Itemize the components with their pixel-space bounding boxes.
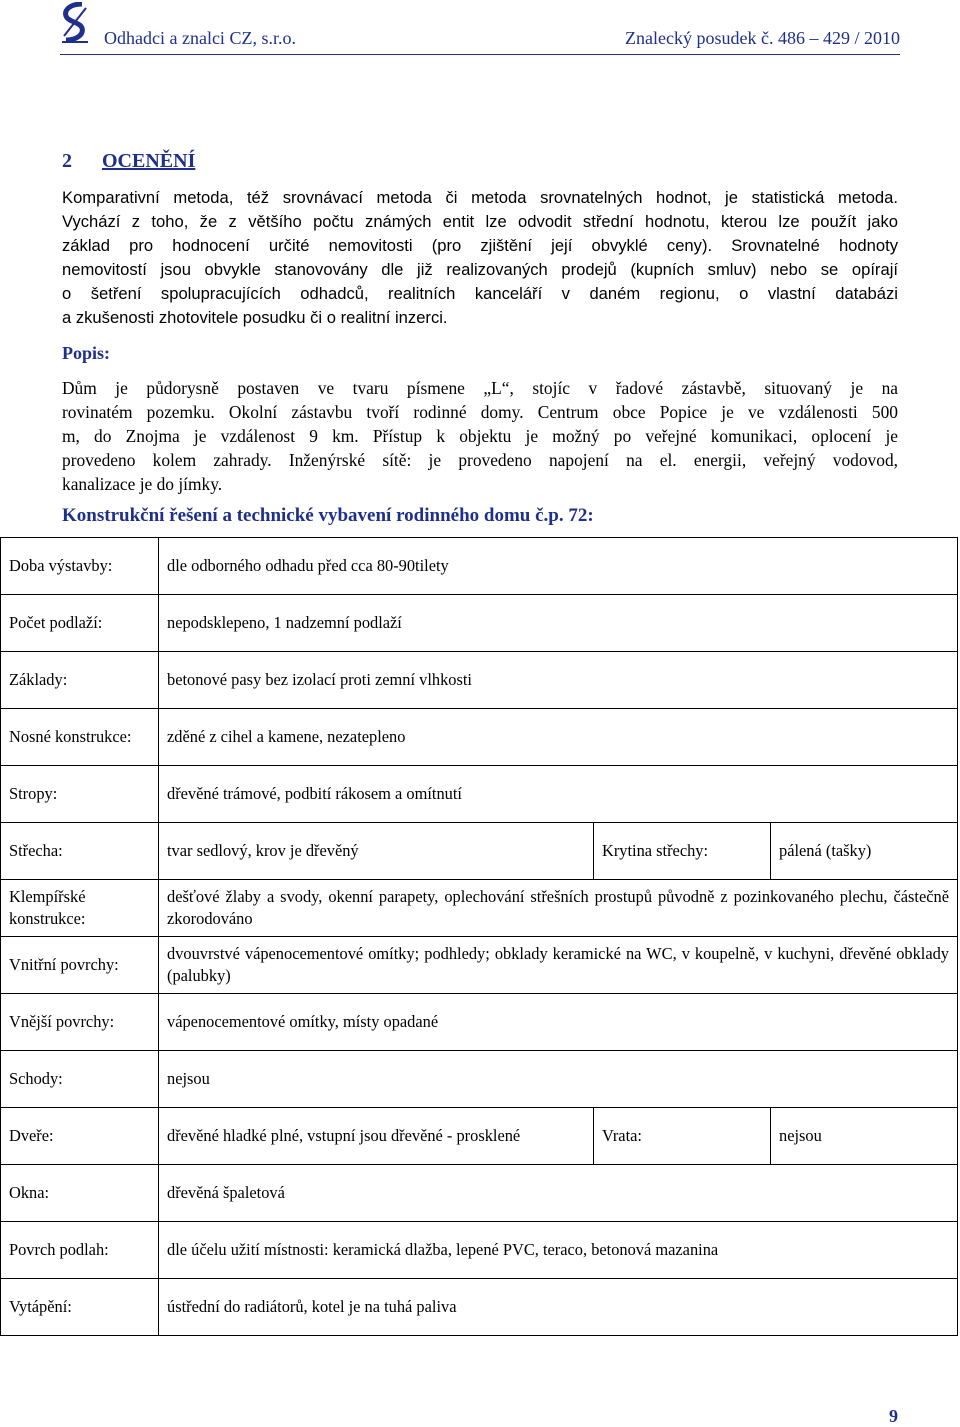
table-row <box>1 823 958 880</box>
row-value: tvar sedlový, krov je dřevěný <box>159 823 594 880</box>
section-title: OCENĚNÍ <box>102 150 196 172</box>
row-value: dle účelu užití místnosti: keramická dlažba, lepené PVC, teraco, betonová mazanina <box>159 1222 958 1279</box>
row-label: Základy: <box>1 652 159 709</box>
row-value: dřevěné hladké plné, vstupní jsou dřevěné - prosklené <box>159 1108 594 1165</box>
table-row <box>1 1165 958 1222</box>
row-label: Okna: <box>1 1165 159 1222</box>
row-label: Klempířské konstrukce: <box>1 880 159 937</box>
text-line: Dům je půdorysně postaven ve tvaru písmene „L“, stojíc v řadové zástavbě, situovaný je na <box>62 378 898 398</box>
row-label-secondary: Vrata: <box>594 1108 771 1165</box>
row-value: dvouvrstvé vápenocementové omítky; podhledy; obklady keramické na WC, v koupelně, v kuchyni, dřevěné obklady (palubky) <box>159 937 958 994</box>
row-value: dle odborného odhadu před cca 80-90tilety <box>159 538 958 595</box>
table-row <box>1 709 958 766</box>
section-heading <box>62 150 195 173</box>
text-line: o šetření spolupracujících odhadců, realitních kanceláří v daném regionu, o vlastní databázi <box>62 284 898 303</box>
row-label: Doba výstavby: <box>1 538 159 595</box>
text-line: základ pro hodnocení určité nemovitosti (pro zjištění její obvyklé ceny). Srovnatelné hodnoty <box>62 236 898 255</box>
row-label: Střecha: <box>1 823 159 880</box>
header-report-number: Znalecký posudek č. 486 – 429 / 2010 <box>625 28 900 48</box>
table-row <box>1 880 958 937</box>
table-row <box>1 766 958 823</box>
row-value: dřevěná špaletová <box>159 1165 958 1222</box>
row-label: Stropy: <box>1 766 159 823</box>
table-row <box>1 595 958 652</box>
text-line: provedeno kolem zahrady. Inženýrské sítě: je provedeno napojení na el. energii, veřejný vodovod, <box>62 450 898 470</box>
row-label: Nosné konstrukce: <box>1 709 159 766</box>
table-row <box>1 1051 958 1108</box>
table-row <box>1 1279 958 1336</box>
company-logo-icon <box>60 2 90 44</box>
row-value: ústřední do radiátorů, kotel je na tuhá paliva <box>159 1279 958 1336</box>
row-label: Dveře: <box>1 1108 159 1165</box>
row-label: Vnitřní povrchy: <box>1 937 159 994</box>
text-line: m, do Znojma je vzdálenost 9 km. Přístup k objektu je možný po veřejné komunikaci, oplocení je <box>62 426 898 446</box>
row-value-secondary: pálená (tašky) <box>771 823 958 880</box>
popis-paragraph <box>62 376 898 496</box>
header-company: Odhadci a znalci CZ, s.r.o. <box>104 28 296 48</box>
text-line: rovinatém pozemku. Okolní zástavbu tvoří rodinné domy. Centrum obce Popice je ve vzdálenosti 500 <box>62 402 898 422</box>
row-value: dešťové žlaby a svody, okenní parapety, oplechování střešních prostupů původně z pozinkovaného plechu, částečně zkorodováno <box>159 880 958 937</box>
row-label: Povrch podlah: <box>1 1222 159 1279</box>
row-label: Vnější povrchy: <box>1 994 159 1051</box>
row-value: betonové pasy bez izolací proti zemní vlhkosti <box>159 652 958 709</box>
table-row <box>1 538 958 595</box>
section-number: 2 <box>62 150 72 172</box>
row-value-secondary: nejsou <box>771 1108 958 1165</box>
header-divider <box>60 54 900 55</box>
table-row <box>1 652 958 709</box>
text-line: Vychází z toho, že z většího počtu známých entit lze odvodit střední hodnotu, kterou lze použít jako <box>62 212 898 231</box>
row-label: Schody: <box>1 1051 159 1108</box>
table-row <box>1 937 958 994</box>
intro-paragraph <box>62 186 898 330</box>
row-label: Vytápění: <box>1 1279 159 1336</box>
popis-heading: Popis: <box>62 343 111 363</box>
row-value: zděné z cihel a kamene, nezatepleno <box>159 709 958 766</box>
construction-heading: Konstrukční řešení a technické vybavení rodinného domu č.p. 72: <box>62 505 594 526</box>
row-value: vápenocementové omítky, místy opadané <box>159 994 958 1051</box>
row-value: nepodsklepeno, 1 nadzemní podlaží <box>159 595 958 652</box>
construction-table <box>0 537 958 1336</box>
row-value: dřevěné trámové, podbití rákosem a omítnutí <box>159 766 958 823</box>
text-line: Komparativní metoda, též srovnávací metoda či metoda srovnatelných hodnot, je statistická metoda. <box>62 188 898 207</box>
table-row <box>1 1108 958 1165</box>
text-line: nemovitostí jsou obvykle stanovovány dle již realizovaných prodejů (kupních smluv) nebo se opírají <box>62 260 898 279</box>
row-label-secondary: Krytina střechy: <box>594 823 771 880</box>
table-row <box>1 1222 958 1279</box>
page-number: 9 <box>889 1406 898 1426</box>
row-label: Počet podlaží: <box>1 595 159 652</box>
row-value: nejsou <box>159 1051 958 1108</box>
text-line: kanalizace je do jímky. <box>62 474 223 494</box>
table-row <box>1 994 958 1051</box>
text-line: a zkušenosti zhotovitele posudku či o realitní inzerci. <box>62 308 448 327</box>
